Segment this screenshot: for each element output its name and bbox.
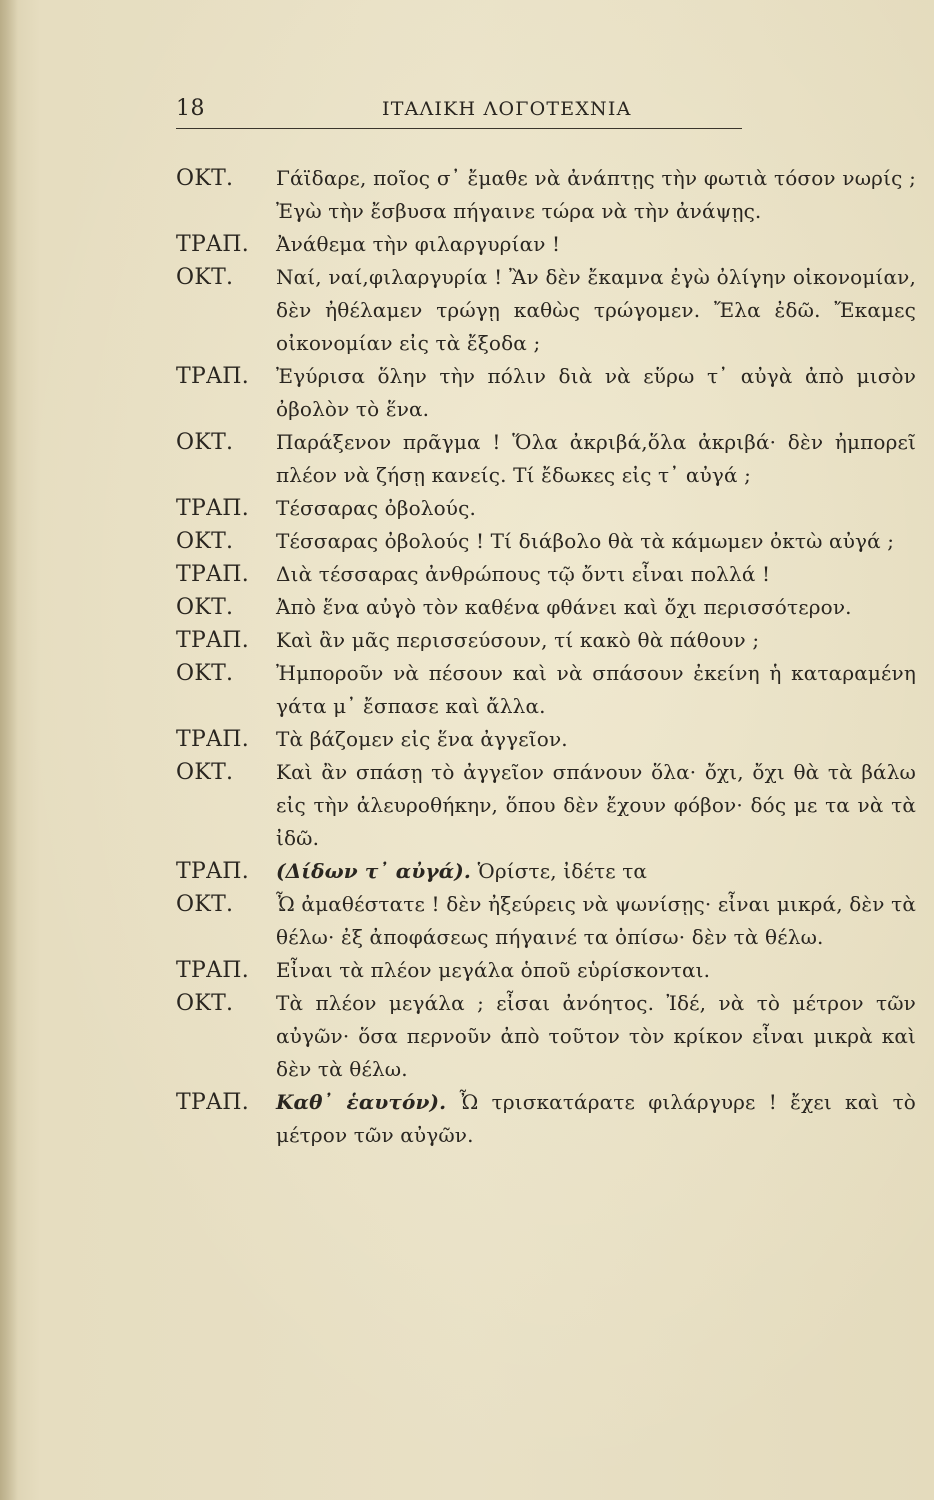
spoken-line bbox=[276, 261, 916, 360]
spoken-text: Ἠμποροῦν νὰ πέσουν καὶ νὰ σπάσουν ἐκείνη ἡ καταραμένη γάτα μ᾽ ἔσπασε καὶ ἄλλα. bbox=[276, 661, 916, 718]
spoken-line bbox=[276, 657, 916, 723]
spoken-text: Εἶναι τὰ πλέον μεγάλα ὁποῦ εὑρίσκονται. bbox=[276, 958, 711, 982]
spoken-line bbox=[276, 228, 916, 261]
spoken-line bbox=[276, 360, 916, 426]
page-header bbox=[176, 96, 916, 136]
spoken-text: Γάϊδαρε, ποῖος σ᾽ ἔμαθε νὰ ἀνάπτῃς τὴν φωτιὰ τόσον νωρίς ; Ἐγὼ τὴν ἔσβυσα πήγαινε τώρα νὰ τὴν ἀνάψῃς. bbox=[276, 166, 916, 223]
spoken-text: Ὦ ἀμαθέστατε ! δὲν ἠξεύρεις νὰ ψωνίσῃς· εἶναι μικρά, δὲν τὰ θέλω· ἐξ ἀποφάσεως πήγαινέ τα ὀπίσω· δὲν τὰ θέλω. bbox=[276, 892, 916, 949]
speaker-label: ΤΡΑΠ. bbox=[176, 958, 250, 983]
speaker-label: ΟΚΤ. bbox=[176, 430, 234, 455]
spoken-text: Τὰ πλέον μεγάλα ; εἶσαι ἀνόητος. Ἰδέ, νὰ τὸ μέτρον τῶν αὐγῶν· ὅσα περνοῦν ἀπὸ τοῦτον τὸν κρίκον εἶναι μικρὰ καὶ δὲν τὰ θέλω. bbox=[276, 991, 916, 1081]
page-gutter-shadow bbox=[0, 0, 18, 1500]
speaker-label: ΤΡΑΠ. bbox=[176, 364, 250, 389]
spoken-text: Ὦ τρισκατάρατε φιλάργυρε ! ἔχει καὶ τὸ μέτρον τῶν αὐγῶν. bbox=[276, 1090, 916, 1147]
dialogue-entry bbox=[176, 723, 916, 756]
spoken-text: Καὶ ἂν σπάσῃ τὸ ἀγγεῖον σπάνουν ὅλα· ὄχι, ὄχι θὰ τὰ βάλω εἰς τὴν ἀλευροθήκην, ὅπου δὲν ἔχουν φόβον· δός με τα νὰ τὰ ἰδῶ. bbox=[276, 760, 916, 850]
speaker-label: ΤΡΑΠ. bbox=[176, 628, 250, 653]
speaker-label: ΟΚΤ. bbox=[176, 595, 234, 620]
spoken-line bbox=[276, 1086, 916, 1152]
dialogue-entry bbox=[176, 756, 916, 855]
spoken-line bbox=[276, 525, 916, 558]
dialogue-entry bbox=[176, 162, 916, 228]
spoken-text: Παράξενον πρᾶγμα ! Ὅλα ἀκριβά,ὅλα ἀκριβά· δὲν ἠμπορεῖ πλέον νὰ ζήσῃ κανείς. Τί ἔδωκες εἰς τ᾽ αὐγά ; bbox=[276, 430, 916, 487]
speaker-label: ΤΡΑΠ. bbox=[176, 496, 250, 521]
dialogue-entry bbox=[176, 261, 916, 360]
spoken-line bbox=[276, 558, 916, 591]
spoken-line bbox=[276, 162, 916, 228]
dialogue-entry bbox=[176, 987, 916, 1086]
spoken-line bbox=[276, 756, 916, 855]
dialogue-entry bbox=[176, 525, 916, 558]
dialogue-entry bbox=[176, 855, 916, 888]
speaker-label: ΤΡΑΠ. bbox=[176, 859, 250, 884]
dialogue-entry bbox=[176, 954, 916, 987]
spoken-text: Ἀπὸ ἕνα αὐγὸ τὸν καθένα φθάνει καὶ ὄχι περισσότερον. bbox=[276, 595, 852, 619]
spoken-text: Τέσσαρας ὀβολούς ! Τί διάβολο θὰ τὰ κάμωμεν ὀκτὼ αὐγά ; bbox=[276, 529, 895, 553]
spoken-text: Διὰ τέσσαρας ἀνθρώπους τῷ ὄντι εἶναι πολλά ! bbox=[276, 562, 771, 586]
speaker-label: ΟΚΤ. bbox=[176, 166, 234, 191]
speaker-label: ΟΚΤ. bbox=[176, 265, 234, 290]
dialogue-entry bbox=[176, 624, 916, 657]
stage-direction: (Δίδων τ᾽ αὐγά). bbox=[276, 859, 471, 883]
speaker-label: ΟΚΤ. bbox=[176, 661, 234, 686]
spoken-text: Ἐγύρισα ὅλην τὴν πόλιν διὰ νὰ εὕρω τ᾽ αὐγὰ ἀπὸ μισὸν ὀβολὸν τὸ ἕνα. bbox=[276, 364, 916, 421]
spoken-line bbox=[276, 855, 916, 888]
dialogue-entry bbox=[176, 426, 916, 492]
speaker-label: ΟΚΤ. bbox=[176, 760, 234, 785]
spoken-text: Ὁρίστε, ἰδέτε τα bbox=[477, 859, 648, 883]
speaker-label: ΤΡΑΠ. bbox=[176, 232, 250, 257]
dialogue-text bbox=[176, 162, 916, 1152]
speaker-label: ΟΚΤ. bbox=[176, 991, 234, 1016]
dialogue-entry bbox=[176, 558, 916, 591]
header-rule bbox=[176, 128, 742, 129]
speaker-label: ΟΚΤ. bbox=[176, 892, 234, 917]
running-head: ΙΤΑΛΙΚΗ ΛΟΓΟΤΕΧΝΙΑ bbox=[382, 98, 632, 120]
spoken-text: Τέσσαρας ὀβολούς. bbox=[276, 496, 476, 520]
dialogue-entry bbox=[176, 492, 916, 525]
speaker-label: ΤΡΑΠ. bbox=[176, 1090, 250, 1115]
spoken-text: Καὶ ἂν μᾶς περισσεύσουν, τί κακὸ θὰ πάθουν ; bbox=[276, 628, 760, 652]
dialogue-entry bbox=[176, 591, 916, 624]
spoken-line bbox=[276, 426, 916, 492]
speaker-label: ΤΡΑΠ. bbox=[176, 727, 250, 752]
stage-direction: Καθ᾽ ἑαυτόν). bbox=[276, 1090, 447, 1114]
spoken-text: Τὰ βάζομεν εἰς ἕνα ἀγγεῖον. bbox=[276, 727, 568, 751]
spoken-line bbox=[276, 591, 916, 624]
spoken-text: Ἀνάθεμα τὴν φιλαργυρίαν ! bbox=[276, 232, 561, 256]
spoken-line bbox=[276, 492, 916, 525]
spoken-line bbox=[276, 954, 916, 987]
spoken-line bbox=[276, 888, 916, 954]
dialogue-entry bbox=[176, 1086, 916, 1152]
dialogue-entry bbox=[176, 657, 916, 723]
speaker-label: ΟΚΤ. bbox=[176, 529, 234, 554]
speaker-label: ΤΡΑΠ. bbox=[176, 562, 250, 587]
spoken-line bbox=[276, 987, 916, 1086]
dialogue-entry bbox=[176, 228, 916, 261]
spoken-line bbox=[276, 723, 916, 756]
dialogue-entry bbox=[176, 360, 916, 426]
dialogue-entry bbox=[176, 888, 916, 954]
spoken-text: Ναί, ναί,φιλαργυρία ! Ἂν δὲν ἔκαμνα ἐγὼ ὀλίγην οἰκονομίαν, δὲν ἠθέλαμεν τρώγῃ καθὼς τρώγομεν. Ἔλα ἐδῶ. Ἔκαμες οἰκονομίαν εἰς τὰ ἔξοδα ; bbox=[276, 265, 916, 355]
spoken-line bbox=[276, 624, 916, 657]
page-number: 18 bbox=[176, 96, 205, 121]
